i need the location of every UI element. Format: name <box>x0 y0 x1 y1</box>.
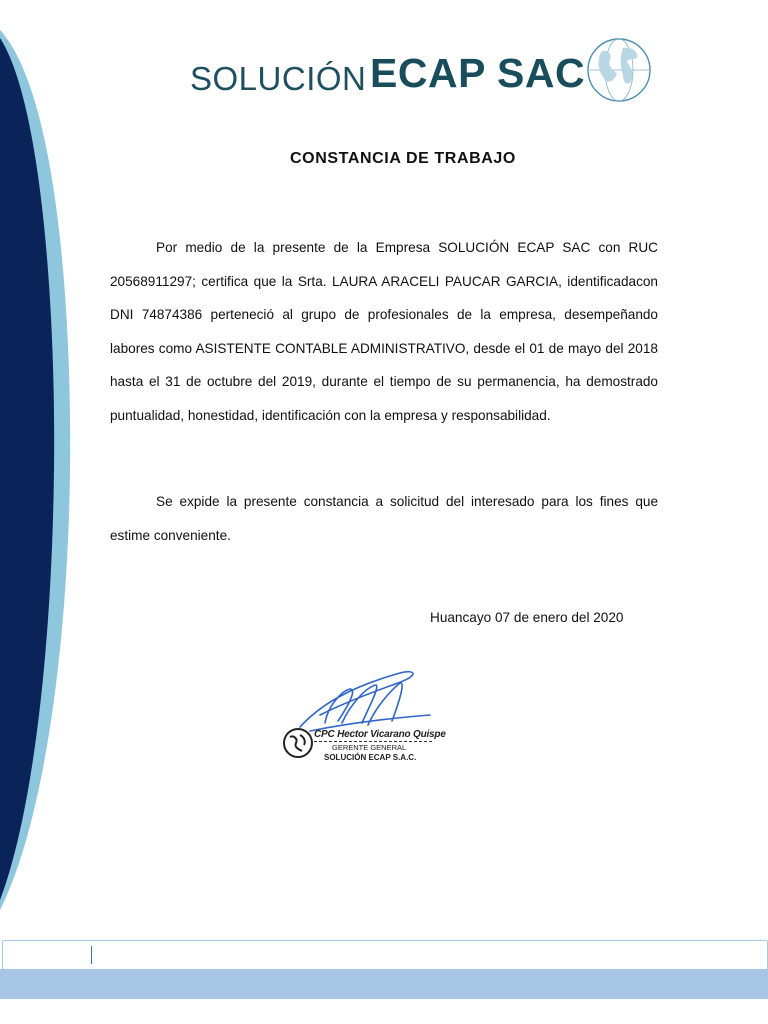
stamp-signer-name: CPC Hector Vicarano Quispe <box>314 729 446 740</box>
stamp-company-name: SOLUCIÓN ECAP S.A.C. <box>324 753 417 762</box>
stamp-signer-title: GERENTE GENERAL <box>332 743 407 752</box>
logo-brand-bold: ECAP SAC <box>370 50 586 96</box>
left-decorative-band <box>0 0 80 930</box>
issue-date-line: Huancayo 07 de enero del 2020 <box>430 610 624 625</box>
logo-brand-light: SOLUCIÓN <box>190 60 367 97</box>
body-paragraph-purpose: Se expide la presente constancia a solicitud del interesado para los fines que estime conveniente. <box>110 494 658 543</box>
footer-band <box>0 969 768 999</box>
text-cursor <box>91 946 92 964</box>
stamp-divider <box>314 741 432 742</box>
globe-icon <box>583 36 655 104</box>
signature-stamp <box>280 665 446 775</box>
body-paragraph-certification: Por medio de la presente de la Empresa SOLUCIÓN ECAP SAC con RUC 20568911297; certifica que la Srta. LAURA ARACELI PAUCAR GARCIA, identificadacon DNI 74874386 perteneció al grupo de profesionales de la empresa, desempeñando labores como ASISTENTE CONTABLE ADMINISTRATIVO, desde el 01 de mayo del 2018 hasta el 31 de octubre del 2019, durante el tiempo de su permanencia, ha demostrado puntualidad, honestidad, identificación con la empresa y responsabilidad. <box>110 240 658 423</box>
seal-icon <box>282 727 314 759</box>
company-logo <box>188 36 658 106</box>
footer-frame <box>2 940 768 970</box>
document-title: CONSTANCIA DE TRABAJO <box>290 150 516 167</box>
